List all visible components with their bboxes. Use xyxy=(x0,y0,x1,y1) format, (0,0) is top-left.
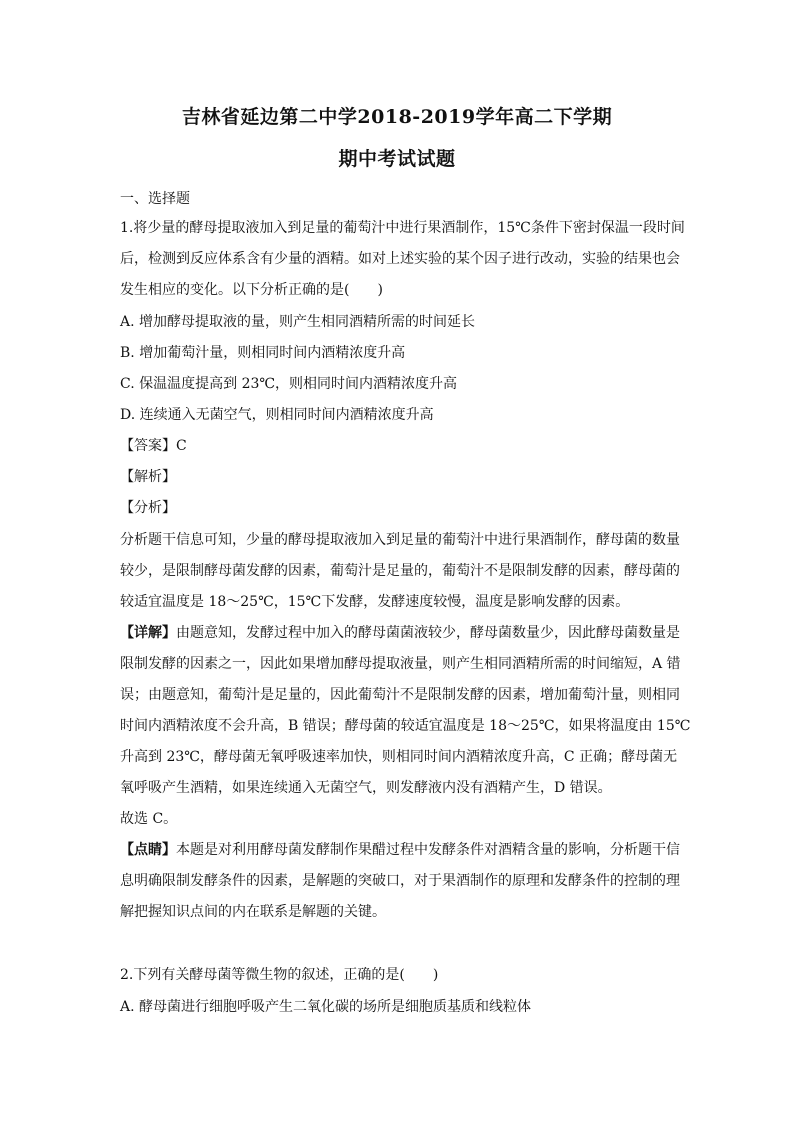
q1-option-c: C. 保温温度提高到 23℃，则相同时间内酒精浓度升高 xyxy=(120,376,458,392)
q1-point-line-1 xyxy=(120,841,680,859)
q1-analysis-label: 【解析】 xyxy=(120,469,176,485)
q1-stem-line-3: 发生相应的变化。以下分析正确的是( ) xyxy=(120,282,383,298)
q1-detail-text-1: 由题意知，发酵过程中加入的酵母菌菌液较少，酵母菌数量少，因此酵母菌数量是 xyxy=(176,625,680,641)
document-title-line1: 吉林省延边第二中学2018-2019学年高二下学期 xyxy=(181,106,613,128)
q1-option-b: B. 增加葡萄汁量，则相同时间内酒精浓度升高 xyxy=(120,345,406,361)
document-title-line2: 期中考试试题 xyxy=(338,148,456,170)
q2-stem: 2.下列有关酵母菌等微生物的叙述，正确的是( ) xyxy=(120,967,439,983)
q1-detail-line-6: 氧呼吸产生酒精，如果连续通入无菌空气，则发酵液内没有酒精产生，D 错误。 xyxy=(120,780,612,796)
q1-option-d: D. 连续通入无菌空气，则相同时间内酒精浓度升高 xyxy=(120,407,434,423)
q1-answer: 【答案】C xyxy=(120,438,187,454)
q1-detail-label: 【详解】 xyxy=(120,625,176,641)
q1-fenxi-line-2: 较少，是限制酵母菌发酵的因素，葡萄汁是足量的，葡萄汁不是限制发酵的因素，酵母菌的 xyxy=(120,563,680,579)
q1-detail-line-5: 升高到 23℃，酵母菌无氧呼吸速率加快，则相同时间内酒精浓度升高，C 正确；酵母菌无 xyxy=(120,749,678,765)
q1-detail-line-4: 时间内酒精浓度不会升高，B 错误；酵母菌的较适宜温度是 18～25℃，如果将温度由 15℃ xyxy=(120,718,691,734)
q2-option-a: A. 酵母菌进行细胞呼吸产生二氧化碳的场所是细胞质基质和线粒体 xyxy=(120,999,532,1015)
q1-stem-line-2: 后，检测到反应体系含有少量的酒精。如对上述实验的某个因子进行改动，实验的结果也会 xyxy=(120,251,680,267)
q1-fenxi-label: 【分析】 xyxy=(120,500,176,516)
q1-fenxi-line-1: 分析题干信息可知，少量的酵母提取液加入到足量的葡萄汁中进行果酒制作，酵母菌的数量 xyxy=(120,532,680,548)
q1-point-line-3: 解把握知识点间的内在联系是解题的关键。 xyxy=(120,904,386,920)
q1-detail-line-1 xyxy=(120,624,680,642)
q1-detail-line-2: 限制发酵的因素之一，因此如果增加酵母提取液量，则产生相同酒精所需的时间缩短，A 错 xyxy=(120,656,681,672)
q1-detail-line-3: 误；由题意知，葡萄汁是足量的，因此葡萄汁不是限制发酵的因素，增加葡萄汁量，则相同 xyxy=(120,687,680,703)
q1-option-a: A. 增加酵母提取液的量，则产生相同酒精所需的时间延长 xyxy=(120,314,476,330)
q1-point-text-1: 本题是对利用酵母菌发酵制作果醋过程中发酵条件对酒精含量的影响，分析题干信 xyxy=(176,842,680,858)
q1-point-line-2: 息明确限制发酵条件的因素，是解题的突破口，对于果酒制作的原理和发酵条件的控制的理 xyxy=(120,873,680,889)
q1-point-label: 【点睛】 xyxy=(120,842,176,858)
section-heading: 一、选择题 xyxy=(120,191,190,207)
q1-stem-line-1: 1.将少量的酵母提取液加入到足量的葡萄汁中进行果酒制作，15℃条件下密封保温一段时间 xyxy=(120,220,685,236)
q1-conclusion: 故选 C。 xyxy=(120,811,178,827)
q1-fenxi-line-3: 较适宜温度是 18～25℃，15℃下发酵，发酵速度较慢，温度是影响发酵的因素。 xyxy=(120,594,630,610)
